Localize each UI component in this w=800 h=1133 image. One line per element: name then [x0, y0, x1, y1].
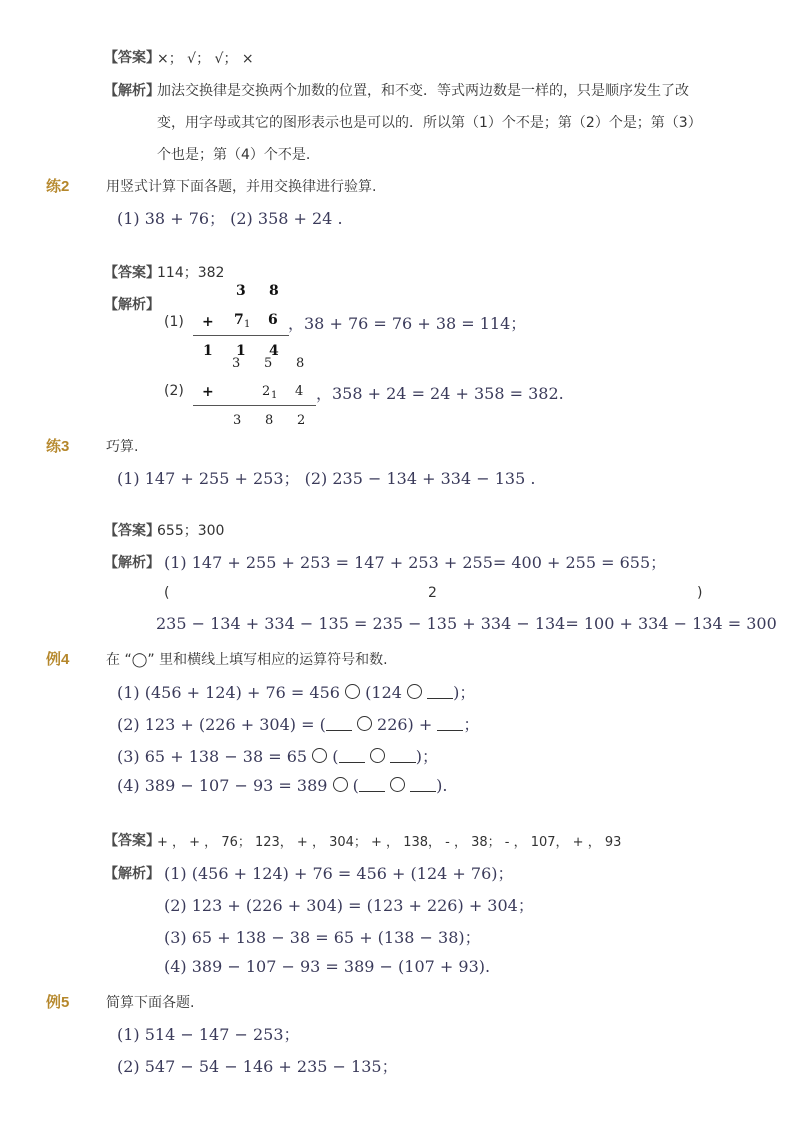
fill-item-text: )； — [415, 747, 438, 766]
digit: 1 — [236, 343, 246, 359]
analysis-label: 【解析】 — [104, 866, 160, 882]
answer-blank[interactable] — [359, 779, 385, 792]
sum-line — [193, 335, 289, 336]
operator-circle[interactable] — [390, 777, 405, 792]
exercise-tag-lian3: 练3 — [46, 438, 70, 455]
operator-circle[interactable] — [312, 748, 327, 763]
fill-item-text: (4) 389 − 107 − 93 = 389 — [117, 776, 328, 795]
digit: 3 — [233, 413, 242, 428]
analysis-equation-2-clip — [156, 614, 777, 633]
operator-circle[interactable] — [407, 684, 422, 699]
sum-line — [193, 405, 316, 406]
answer-text: + ， + ， 76； 123， + ， 304； + ， 138， - ， 38； - ， 107， + ， 93 — [157, 835, 622, 850]
fill-item-text: (1) (456 + 124) + 76 = 456 — [117, 683, 340, 702]
digit: 4 — [295, 384, 304, 399]
analysis-label: 【解析】 — [104, 555, 160, 571]
analysis-label: 【解析】 — [104, 83, 160, 99]
verify-equation: ，38 + 76 = 76 + 38 = 114； — [288, 314, 527, 333]
digit: 3 — [232, 356, 241, 371]
example-item-1: (1) 514 − 147 − 253； — [117, 1025, 300, 1044]
answer-blank[interactable] — [339, 750, 365, 763]
exercise-tag-lian2: 练2 — [46, 178, 70, 195]
operator-circle[interactable] — [345, 684, 360, 699]
digit: 5 — [264, 356, 273, 371]
analysis-equation-3: (3) 65 + 138 − 38 = 65 + (138 − 38)； — [164, 928, 481, 947]
answer-label: 【答案】 — [104, 50, 160, 66]
paren-open: ( — [164, 585, 170, 601]
digit: 3 — [236, 283, 246, 299]
analysis-label: 【解析】 — [104, 297, 160, 313]
fill-item-text: ( — [332, 747, 339, 766]
answer-blank[interactable] — [390, 750, 416, 763]
example-tag-li4: 例4 — [46, 651, 70, 668]
answer-text: 655；300 — [157, 523, 225, 539]
fill-item-2 — [117, 712, 479, 735]
fill-item-3 — [117, 744, 438, 767]
carry-digit: 1 — [244, 319, 251, 330]
fill-item-4 — [117, 776, 447, 795]
answer-blank[interactable] — [326, 718, 352, 731]
digit: 8 — [265, 413, 274, 428]
fill-item-text: (2) 123 + (226 + 304) = ( — [117, 715, 326, 734]
answer-label: 【答案】 — [104, 833, 160, 849]
analysis-equation-4: (4) 389 − 107 − 93 = 389 − (107 + 93). — [164, 957, 491, 976]
sub-index: (2) — [164, 383, 184, 399]
answer-label: 【答案】 — [104, 265, 160, 281]
example-item-2: (2) 547 − 54 − 146 + 235 − 135； — [117, 1057, 398, 1076]
analysis-equation-2: (2) 123 + (226 + 304) = (123 + 226) + 304； — [164, 896, 534, 915]
example-question: 简算下面各题. — [106, 995, 195, 1011]
paren-close: ) — [697, 585, 703, 601]
answer-text: 114；382 — [157, 265, 225, 281]
fill-item-text: )； — [453, 683, 476, 702]
answer-label: 【答案】 — [104, 523, 160, 539]
analysis-equation-1: (1) (456 + 124) + 76 = 456 + (124 + 76)； — [164, 864, 514, 883]
answer-blank[interactable] — [410, 779, 436, 792]
fill-item-text: ； — [463, 715, 480, 734]
digit: 8 — [296, 356, 305, 371]
analysis-equation-1: (1) 147 + 255 + 253 = 147 + 253 + 255= 400 + 255 = 655； — [164, 553, 667, 572]
plus-sign: + — [202, 314, 214, 330]
digit: 6 — [268, 312, 278, 328]
exercise-question: 巧算. — [106, 439, 139, 455]
answer-blank[interactable] — [437, 718, 463, 731]
digit: 2 — [297, 413, 306, 428]
digit: 1 — [203, 343, 213, 359]
answer-blank[interactable] — [427, 686, 453, 699]
carry-digit: 1 — [271, 390, 278, 401]
analysis-line-1: 加法交换律是交换两个加数的位置，和不变．等式两边数是一样的，只是顺序发生了改 — [157, 83, 689, 99]
operator-circle[interactable] — [370, 748, 385, 763]
exercise-items: (1) 38 + 76； (2) 358 + 24 . — [117, 209, 343, 228]
fill-item-text: (3) 65 + 138 − 38 = 65 — [117, 747, 308, 766]
example-tag-li5: 例5 — [46, 994, 70, 1011]
plus-sign: + — [202, 384, 214, 400]
fill-item-1 — [117, 680, 475, 703]
example-question: 在 “◯” 里和横线上填写相应的运算符号和数. — [106, 652, 388, 668]
paren-index: 2 — [428, 585, 437, 601]
analysis-line-2: 变，用字母或其它的图形表示也是可以的．所以第（1）个不是；第（2）个是；第（3） — [157, 115, 702, 131]
sub-index: (1) — [164, 314, 184, 330]
digit: 8 — [269, 283, 279, 299]
digit: 7 — [234, 312, 244, 328]
answer-text: ×； √； √； × — [157, 51, 254, 67]
exercise-items: (1) 147 + 255 + 253； (2) 235 − 134 + 334 − 135 . — [117, 469, 536, 488]
fill-item-text: (124 — [365, 683, 402, 702]
operator-circle[interactable] — [333, 777, 348, 792]
fill-item-text: ). — [436, 776, 448, 795]
analysis-line-3: 个也是；第（4）个不是. — [157, 147, 311, 163]
exercise-question: 用竖式计算下面各题，并用交换律进行验算. — [106, 179, 377, 195]
fill-item-text: ( — [352, 776, 359, 795]
verify-equation: ，358 + 24 = 24 + 358 = 382. — [316, 384, 564, 403]
operator-circle[interactable] — [357, 716, 372, 731]
digit: 4 — [269, 343, 279, 359]
analysis-equation-2: 235 − 134 + 334 − 135 = 235 − 135 + 334 − 134= 100 + 334 − 134 = 300 — [156, 614, 777, 633]
fill-item-text: 226) + — [377, 715, 433, 734]
digit: 2 — [262, 384, 271, 399]
